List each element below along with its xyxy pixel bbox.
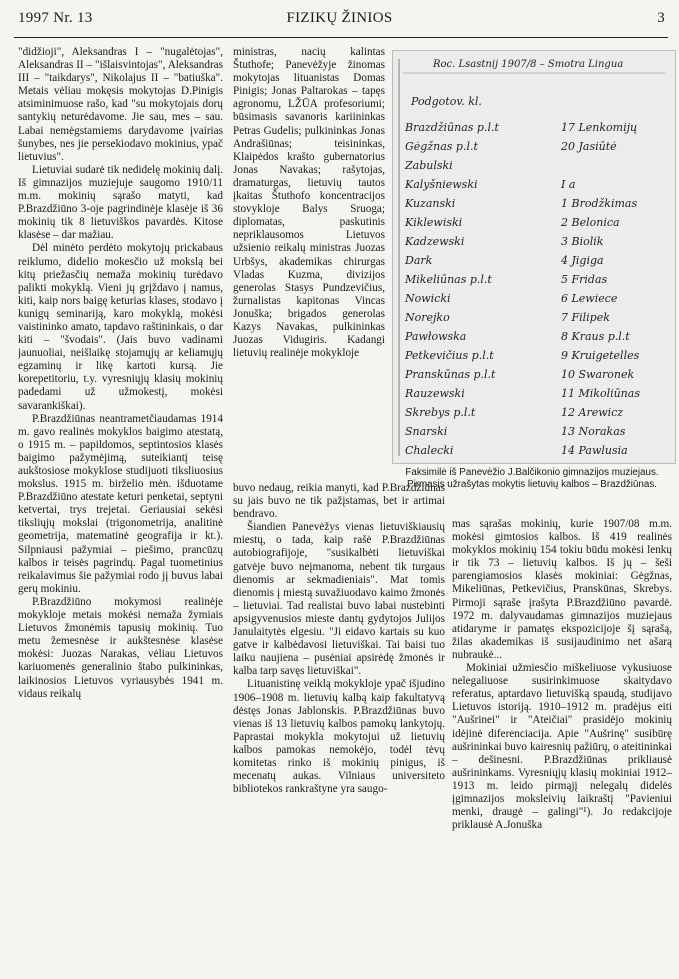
text-column-2: [233, 46, 385, 478]
facsimile-entry: 20 Jasiūtė: [561, 140, 617, 153]
facsimile-entry: 14 Pawlusia: [561, 444, 628, 457]
facsimile-entry: 3 Biolik: [561, 235, 604, 248]
page-header: [0, 0, 679, 38]
facsimile-name: Kalyšniewski: [405, 178, 478, 191]
facsimile-name: Pawłowska: [405, 330, 467, 343]
facsimile-name: Skrebys p.l.t: [405, 406, 476, 419]
issue-number: 1997 Nr. 13: [18, 10, 93, 26]
facsimile-name: Brazdžiūnas p.l.t: [405, 121, 499, 134]
facsimile-name: Chalecki: [405, 444, 454, 457]
paragraph: mas sąrašas mokinių, kurie 1907/08 m.m. mokėsi gimtosios kalbos. Iš 419 realinės mokyklos mokinių 154 tokiu būdu mokėsi lenkų ir tik 73 – lietuvių kalbos. Iš jų – šeši parengiamosios klasės mokiniai: Gėgžnas, Mikeliūnas, Petkevičius, Pranskūnas, Skrebys. Pirmoji sąraše įrašyta P.Brazdžiūno pavardė. 1972 m. dalyvaudamas gimnazijos muziejaus atidaryme ir pamatęs ekspozicijoje šį sąrašą, žilas akademikas iš susijaudinimo net ašarą nubraukė...: [452, 518, 672, 661]
facsimile-entry: I a: [561, 178, 576, 191]
facsimile-name: Norejko: [405, 311, 450, 324]
facsimile-entry: 8 Kraus p.l.t: [561, 330, 630, 343]
facsimile-name: Kadzewski: [405, 235, 465, 248]
facsimile-name: Kuzanski: [405, 197, 456, 210]
facsimile-entry: 6 Lewiece: [561, 292, 618, 305]
facsimile-entry: 13 Norakas: [561, 425, 626, 438]
paragraph: Lietuviai sudarė tik nedidelę mokinių dalį. Iš gimnazijos muziejuje saugomo 1910/11 m.m. mokinių sąrašo matyti, kad P.Brazdžiūno 3-oje pagrindinėje klasėje iš 36 mokinių tik 8 lietuviškos pavardės. Kitose klasėse – dar mažiau.: [18, 163, 223, 242]
facsimile-entry: 5 Fridas: [561, 273, 608, 286]
facsimile-group-label: Podgotov. kl.: [411, 95, 482, 108]
facsimile-name: Gėgžnas p.l.t: [405, 140, 478, 153]
text-column-4: [452, 518, 672, 976]
paragraph: Šiandien Panevėžys vienas lietuviškiausių miestų, o tada, kaip rašė P.Brazdžiūnas autobiografijoje, "susikalbėti lietuviškai gatvėje buvo neįmanoma, nebent tik turgaus dienomis ar sekmadieniais". Mat tomis dienomis į miestą suvažiuodavo kaimo žmonės – lietuviai. Tad realistai buvo labai nustebinti apsigyvenusios mieste dantų gydytojos Julijos Janulaitytės elgesiu. "Ji eidavo kartais su kuo gatve ir kalbėdavosi lietuviškai. Tai baisi tuo laiku naujiena – pusėniai apsirėdę žmonės ir kalba tarp savęs lietuviškai".: [233, 521, 445, 678]
journal-title: FIZIKŲ ŽINIOS: [286, 10, 393, 26]
facsimile-entry: 4 Jigiga: [561, 254, 604, 267]
text-column-3: [233, 482, 445, 976]
facsimile-entry: 10 Swaronek: [561, 368, 635, 381]
paragraph: Dėl minėto perdėto mokytojų prickabaus reiklumo, didelio mokesčio už mokslą bei kitų priežasčių nemaža mokinių turėdavo palikti mokyklą. Vieni jų grįždavo į namus, kiti, kaip nors baigę keturias klases, stodavo į kunigų seminariją, karo mokyklą, mokėsi vaistininko amato, tapdavo raštininkais, o dar kiti – "švodais". (Jais buvo vadinami jaunuoliai, neišlaikę stojamųjų ar keliamųjų egzaminų ir likę kartoti kursą. Jie korepetitoriu, t.y. vyresniųjų klasių mokinių padedami už užmokestį, mokėsi savarankiškai).: [18, 242, 223, 412]
facsimile-entry: 12 Arewicz: [561, 406, 624, 419]
facsimile-name: Zabulski: [405, 159, 453, 172]
facsimile-name: Mikeliūnas p.l.t: [405, 273, 492, 286]
paragraph: Mokiniai užmiesčio miškeliuose vykusiuose nelegaliuose susirinkimuose skaitydavo referatus, aptardavo lietuvišką spaudą, studijavo Lietuvos istoriją. 1910–1912 m. pradėjus eiti "Aušrinei" ir "Ateičiai" prasidėjo mokinių idėjinė diferenciacija. Apie "Aušrinę" susibūrę aušrininkai buvo kairesnių pažiūrų, o ateitininkai – dešinesni. P.Brazdžiūnas prikliausė aušrininkams. Vyresniųjų klasių mokiniai 1912–1913 m. leido pirmąjį nelegalų didelės įgimnazijos moksleivių laikraštį "Pavieniui menki, draugė – galingi"¹). Jo redakcijoje priklausė A.Jonuška: [452, 662, 672, 832]
facsimile-name: Kiklewiski: [405, 216, 463, 229]
facsimile-name: Rauzewski: [405, 387, 465, 400]
facsimile-lines: [393, 51, 675, 463]
paragraph: buvo nedaug, reikia manyti, kad P.Brazdžiūnas su jais buvo ne tik pažįstamas, bet ir artimai bendravo.: [233, 482, 445, 521]
paragraph: ministras, nacių kalintas Štuthofe; Panevėžyje žinomas mokytojas lituanistas Domas Pinigis; Jonas Paltarokas – tapęs agronomu, LŽŪA profesoriumi; būsimasis savanoris kariininkas Petras Gudelis; pulkininkas Jonas Andrašiūnas; teisininkas, Klaipėdos krašto gubernatorius Jonas Navakas; rašytojas, dramaturgas, lietuvių tautos įkaitas Štuthofo koncentracijos stovykloje Balys Sruoga; diplomatas, paskutinis nepriklausomos Lietuvos užsienio reikalų ministras Juozas Urbšys, akademikas chirurgas Vladas Kuzma, divizijos generolas Stasys Pundzevičius, žurnalistas kapitonas Vincas Jonuška; brigados generolas Kazys Navakas, pulkininkas Juozas Vidugiris. Kadangi lietuvių realinėje mokykloje: [233, 46, 385, 360]
paragraph: Lituanistinę veiklą mokykloje ypač išjudino 1906–1908 m. lietuvių kalbą kaip fakultatyvą dėstęs Jonas Jablonskis. P.Brazdžiūnas buvo vienas iš 13 lietuvių kalbos pamokų lankytojų. Paprastai mokykla mokytojui už lietuvių kalbos pamokas nemokėjo, todėl tėvų komitetas rinko iš mokinių pinigus, iš mecenatų aukas. Vilniaus universiteto bibliotekos rankraštyne yra saugo-: [233, 678, 445, 796]
facsimile-name: Petkevičius p.l.t: [405, 349, 494, 362]
header-rule: [14, 37, 668, 38]
facsimile-header-line: Roc. Lsastnij 1907/8 – Smotra Lingua: [433, 59, 624, 70]
caption-line-2: Pirmasis užrašytas mokytis lietuvių kalbos – Brazdžiūnas.: [407, 479, 657, 490]
facsimile-entry: 9 Kruigetelles: [561, 349, 640, 362]
facsimile-entry: 2 Belonica: [561, 216, 620, 229]
page-number: 3: [657, 10, 665, 26]
handwritten-facsimile: [392, 50, 676, 464]
facsimile-entry: 1 Brodžkimas: [561, 197, 638, 210]
paragraph: P.Brazdžiūnas neantrametčiaudamas 1914 m. gavo realinės mokyklos baigimo atestatą, o 1915 m. – papildomos, septintosios klasės baigimo pažymėjimą, suteikiantį teisę aukštosiose mokyklose studijuoti tiksliuosius mokslus. 1915 m. birželio mėn. išduotame P.Brazdžiūno atestate keturi penketai, septyni ketvertai, trys trejetai. Geriausiai sekėsi tiksliųjų mokslai (trigonometrija, analitinė geometrija, matematinė geografija ir kt.). Silpniausi pažymiai – piešimo, prancūzų kalbos ir teisės pagrindų. Pagal tuometinius reikalavimus šie pažymiai rodo jį buvus labai gerų mokiniu.: [18, 412, 223, 595]
paragraph: "didžioji", Aleksandras I – "nugalėtojas", Aleksandras II – "išlaisvintojas", Aleksandras III – "taikdarys", Nikolajus II – "batiuška". Metais vėliau mokęsis mokytojas D.Pinigis atsiminimuose rašo, kad "su mokytojais dorų santykių neturėdavome. Jie sau, mes – sau. Labai nemėgstamiems darydavome įvairias šunybes, nes jie persekiodavo mokinius, ypač lietuvius".: [18, 46, 223, 163]
facsimile-entry: 17 Lenkomijų: [561, 121, 638, 134]
paragraph: P.Brazdžiūno mokymosi realinėje mokykloje metais mokėsi nemaža žymiais Lietuvos žmonėmis tapusių mokinių. Tuo metu žemesnėse ir aukštesnėse klasėse mokėsi: Juozas Narakas, vėliau Lietuvos kariuomenės generalinio štabo pulkininkas, laikinosios Lietuvos vyriausybės 1941 m. vidaus reikalų: [18, 595, 223, 700]
facsimile-entry: 11 Mikoliūnas: [561, 387, 640, 400]
text-column-1: [18, 46, 223, 976]
facsimile-name: Nowicki: [405, 292, 451, 305]
facsimile-entry: 7 Filipek: [561, 311, 610, 324]
facsimile-name: Pranskūnas p.l.t: [405, 368, 496, 381]
caption-line-1: Faksimilė iš Panevėžio J.Balčikonio gimnazijos muziejaus.: [405, 467, 659, 478]
facsimile-name: Dark: [405, 254, 433, 267]
facsimile-name: Snarski: [405, 425, 448, 438]
